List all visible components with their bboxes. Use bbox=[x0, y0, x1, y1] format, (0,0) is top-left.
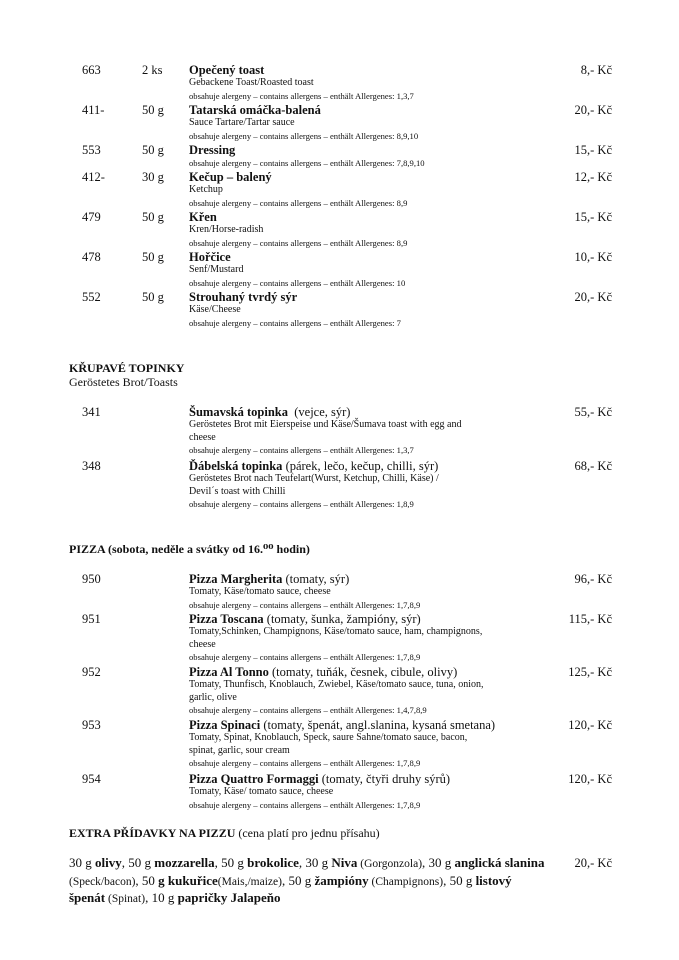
item-translation: Sauce Tartare/Tartar sauce bbox=[189, 117, 295, 128]
item-quantity: 2 ks bbox=[142, 63, 163, 77]
item-price: 115,- Kč bbox=[568, 612, 612, 626]
extra-text-part: (Mais,/maize) bbox=[217, 875, 282, 888]
item-code: 951 bbox=[82, 612, 101, 626]
item-quantity: 50 g bbox=[142, 250, 164, 264]
item-name: Pizza Spinaci bbox=[189, 718, 261, 732]
item-translation: Tomaty, Spinat, Knoblauch, Speck, saure Sahne/tomato sauce, bacon, bbox=[189, 732, 468, 743]
item-detail: (tomaty, špenát, angl.slanina, kysaná smetana) bbox=[260, 718, 496, 732]
item-detail: (tomaty, sýr) bbox=[282, 572, 350, 586]
item-allergens: obsahuje alergeny – contains allergens – enthält Allergenes: 1,7,8,9 bbox=[189, 599, 421, 610]
item-allergens: obsahuje alergeny – contains allergens – enthält Allergenes: 1,7,8,9 bbox=[189, 799, 421, 810]
item-name: Strouhaný tvrdý sýr bbox=[189, 290, 298, 304]
item-allergens: obsahuje alergeny – contains allergens – enthält Allergenes: 1,3,7 bbox=[189, 445, 414, 455]
extra-text-part: , 50 g bbox=[443, 872, 476, 888]
item-translation: Geröstetes Brot nach Teufelart(Wurst, Ketchup, Chilli, Käse) / bbox=[189, 473, 439, 484]
item-name: Šumavská topinka bbox=[189, 405, 288, 419]
extra-topping-name: papričky Jalapeňo bbox=[177, 890, 281, 905]
item-translation: garlic, olive bbox=[189, 691, 237, 703]
item-quantity: 50 g bbox=[142, 103, 164, 117]
item-price: 12,- Kč bbox=[574, 170, 612, 184]
item-translation: Ketchup bbox=[189, 184, 223, 195]
item-price: 20,- Kč bbox=[574, 103, 612, 117]
extra-text-part: , 30 g bbox=[422, 855, 455, 870]
item-allergens: obsahuje alergeny – contains allergens – enthält Allergenes: 1,4,7,8,9 bbox=[189, 705, 427, 715]
item-name: Dressing bbox=[189, 143, 236, 157]
item-price: 8,- Kč bbox=[580, 63, 612, 77]
item-code: 950 bbox=[82, 572, 101, 586]
item-price: 120,- Kč bbox=[568, 772, 612, 786]
item-allergens: obsahuje alergeny – contains allergens – enthält Allergenes: 1,3,7 bbox=[189, 90, 414, 101]
item-code: 412- bbox=[82, 170, 105, 184]
item-name: Opečený toast bbox=[189, 63, 265, 77]
extra-topping-name: listový špenát bbox=[69, 872, 515, 905]
item-allergens: obsahuje alergeny – contains allergens – enthält Allergenes: 8,9 bbox=[189, 197, 408, 208]
item-translation: Devil´s toast with Chilli bbox=[189, 485, 286, 497]
item-translation: Kren/Horse-radish bbox=[189, 224, 264, 235]
extras-price: 20,- Kč bbox=[574, 856, 612, 870]
item-allergens: obsahuje alergeny – contains allergens – enthält Allergenes: 1,7,8,9 bbox=[189, 758, 421, 768]
item-translation: spinat, garlic, sour cream bbox=[189, 744, 290, 756]
section-title-pizza: PIZZA (sobota, neděle a svátky od 16.⁰⁰ hodin) bbox=[69, 542, 310, 556]
item-translation: Geröstetes Brot mit Eierspeise und Käse/Šumava toast with egg and bbox=[189, 419, 462, 430]
item-code: 954 bbox=[82, 772, 101, 786]
item-price: 120,- Kč bbox=[568, 718, 612, 732]
item-allergens: obsahuje alergeny – contains allergens – enthält Allergenes: 7,8,9,10 bbox=[189, 158, 425, 168]
item-code: 411- bbox=[82, 103, 105, 117]
extra-text-part: (Gorgonzola) bbox=[357, 858, 423, 870]
item-translation: Tomaty, Thunfisch, Knoblauch, Zwiebel, Käse/tomato sauce, tuna, onion, bbox=[189, 679, 484, 690]
item-allergens: obsahuje alergeny – contains allergens – enthält Allergenes: 7 bbox=[189, 317, 401, 328]
extra-text-part: (Champignons) bbox=[368, 875, 444, 888]
item-name: Ďábelská topinka bbox=[189, 459, 283, 473]
item-price: 20,- Kč bbox=[574, 290, 612, 304]
item-price: 96,- Kč bbox=[574, 572, 612, 586]
item-allergens: obsahuje alergeny – contains allergens – enthält Allergenes: 1,7,8,9 bbox=[189, 652, 421, 662]
section-subtitle-toasts: Geröstetes Brot/Toasts bbox=[69, 375, 178, 389]
extras-list bbox=[69, 855, 549, 908]
item-detail: (párek, lečo, kečup, chilli, sýr) bbox=[282, 459, 439, 473]
item-allergens: obsahuje alergeny – contains allergens – enthält Allergenes: 1,8,9 bbox=[189, 499, 414, 509]
item-name: Pizza Toscana bbox=[189, 612, 264, 626]
item-quantity: 50 g bbox=[142, 143, 164, 157]
item-code: 552 bbox=[82, 290, 101, 304]
item-name: Pizza Quattro Formaggi bbox=[189, 772, 319, 786]
extra-text-part: , 50 bbox=[135, 872, 159, 888]
item-name: Hořčice bbox=[189, 250, 231, 264]
section-title-extras: EXTRA PŘÍDAVKY NA PIZZU (cena platí pro jednu přísahu) bbox=[69, 826, 380, 840]
extra-topping-name: žampióny bbox=[314, 872, 369, 888]
item-detail: (tomaty, čtyři druhy sýrů) bbox=[318, 772, 451, 786]
item-allergens: obsahuje alergeny – contains allergens – enthält Allergenes: 10 bbox=[189, 277, 406, 288]
item-price: 55,- Kč bbox=[574, 405, 612, 419]
item-translation: Tomaty, Käse/ tomato sauce, cheese bbox=[189, 786, 334, 797]
item-price: 15,- Kč bbox=[574, 143, 612, 157]
item-allergens: obsahuje alergeny – contains allergens – enthält Allergenes: 8,9,10 bbox=[189, 130, 419, 141]
item-code: 953 bbox=[82, 718, 101, 732]
item-allergens: obsahuje alergeny – contains allergens – enthält Allergenes: 8,9 bbox=[189, 237, 408, 248]
item-translation: Tomaty,Schinken, Champignons, Käse/tomato sauce, ham, champignons, bbox=[189, 626, 483, 637]
item-name: Pizza Al Tonno bbox=[189, 665, 269, 679]
extra-text-part: (Speck/bacon) bbox=[69, 858, 548, 888]
item-code: 478 bbox=[82, 250, 101, 264]
item-price: 125,- Kč bbox=[568, 665, 612, 679]
item-translation: Senf/Mustard bbox=[189, 264, 244, 275]
extra-topping-name: anglická slanina bbox=[454, 855, 545, 870]
extra-topping-name: Niva bbox=[331, 855, 358, 870]
extra-topping-name: olivy bbox=[95, 855, 122, 870]
item-detail: (vejce, sýr) bbox=[288, 405, 351, 419]
section-title-toasts: KŘUPAVÉ TOPINKY bbox=[69, 361, 185, 375]
item-translation: cheese bbox=[189, 431, 216, 443]
item-price: 15,- Kč bbox=[574, 210, 612, 224]
extra-text-part: , 50 g bbox=[214, 855, 248, 870]
extra-text-part: , 50 g bbox=[121, 855, 155, 870]
item-detail: (tomaty, šunka, žampióny, sýr) bbox=[263, 612, 421, 626]
extra-topping-name: mozzarella bbox=[154, 855, 215, 870]
extra-topping-name: g kukuřice bbox=[158, 872, 218, 888]
item-translation: Käse/Cheese bbox=[189, 304, 241, 315]
item-code: 479 bbox=[82, 210, 101, 224]
item-detail: (tomaty, tuňák, česnek, cibule, olivy) bbox=[268, 665, 458, 679]
item-name: Pizza Margherita bbox=[189, 572, 283, 586]
extra-topping-name: brokolice bbox=[247, 855, 299, 870]
item-name: Tatarská omáčka-balená bbox=[189, 103, 321, 117]
extra-text-part: , 30 g bbox=[298, 855, 332, 870]
item-translation: Tomaty, Käse/tomato sauce, cheese bbox=[189, 586, 331, 597]
extra-text-part: 30 g bbox=[69, 855, 95, 870]
item-quantity: 30 g bbox=[142, 170, 164, 184]
item-price: 10,- Kč bbox=[574, 250, 612, 264]
extra-text-part: (Spinat) bbox=[105, 893, 146, 905]
item-name: Křen bbox=[189, 210, 217, 224]
item-quantity: 50 g bbox=[142, 290, 164, 304]
extra-text-part: , 10 g bbox=[145, 890, 178, 905]
item-code: 341 bbox=[82, 405, 101, 419]
item-price: 68,- Kč bbox=[574, 459, 612, 473]
item-code: 952 bbox=[82, 665, 101, 679]
item-code: 663 bbox=[82, 63, 101, 77]
extra-text-part: , 50 g bbox=[281, 872, 315, 888]
item-quantity: 50 g bbox=[142, 210, 164, 224]
item-translation: cheese bbox=[189, 638, 216, 650]
item-code: 348 bbox=[82, 459, 101, 473]
item-translation: Gebackene Toast/Roasted toast bbox=[189, 77, 314, 88]
item-code: 553 bbox=[82, 143, 101, 157]
item-name: Kečup – balený bbox=[189, 170, 272, 184]
